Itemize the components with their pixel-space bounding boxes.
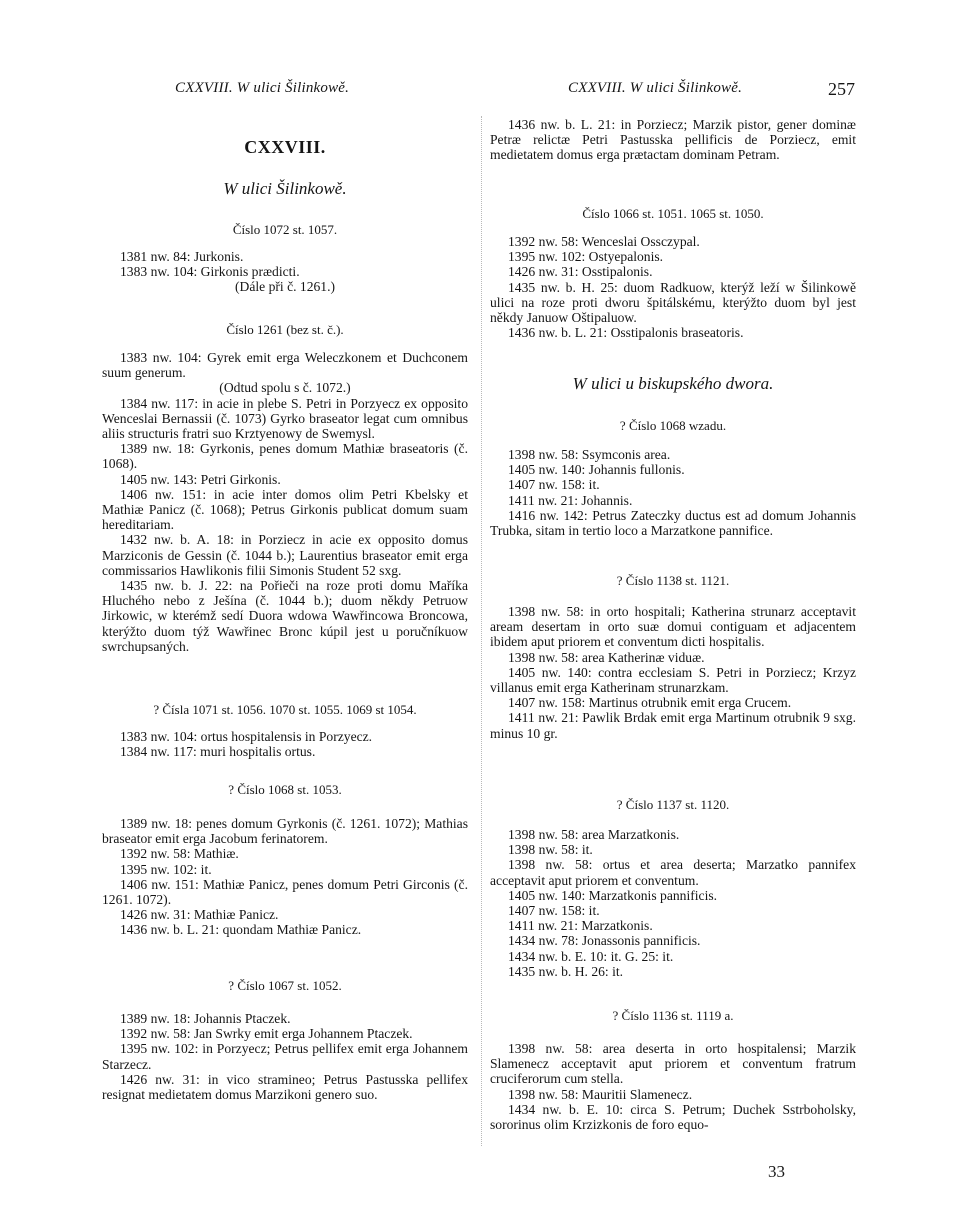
section-heading: ? Číslo 1136 st. 1119 a. [612, 1008, 734, 1023]
entry-line: 1389 nw. 18: Johannis Ptaczek. [120, 1011, 291, 1026]
section-entries [490, 234, 856, 340]
entry-line: 1398 nw. 58: in orto hospitali; Katherina strunarz acceptavit aream desertam in orto suæ domui contiguam et adjacentem ibidem aput priorem et conventum dicti hospitalis. [490, 604, 856, 650]
entry-line: 1407 nw. 158: Martinus otrubnik emit erga Crucem. [508, 695, 792, 711]
entry-line: 1407 nw. 158: it. [508, 903, 600, 919]
entry-line: 1395 nw. 102: Ostyepalonis. [508, 249, 664, 265]
section-heading: Číslo 1066 st. 1051. 1065 st. 1050. [582, 206, 764, 221]
entry-line: 1384 nw. 117: in acie in plebe S. Petri in Porzyecz ex opposito Wenceslai Bernassii (č. 1073) Gyrko braseator legat cum omnibus aliis structuris fratri suo Krztyenowy de Swemysl. [102, 395, 468, 442]
section-heading: ? Číslo 1137 st. 1120. [616, 797, 730, 812]
entry-line: (Dále při č. 1261.) [234, 279, 336, 295]
section-entries [490, 1041, 856, 1132]
entry-line: 1381 nw. 84: Jurkonis. [120, 249, 244, 264]
column-divider [481, 116, 482, 1146]
entry-line: (Odtud spolu s č. 1072.) [219, 380, 351, 396]
entry-line: 1405 nw. 140: Marzatkonis pannificis. [508, 887, 718, 903]
section-entries [490, 827, 856, 979]
section-heading: ? Číslo 1138 st. 1121. [616, 573, 730, 588]
section-heading: ? Číslo 1068 st. 1053. [228, 782, 342, 797]
section-entries [490, 604, 856, 741]
entry-line: 1405 nw. 140: contra ecclesiam S. Petri in Porziecz; Krzyz villanus emit erga Katherinam strunarzkam. [490, 664, 856, 696]
page-number: 257 [828, 79, 855, 99]
entry-line: 1434 nw. 78: Jonassonis pannificis. [508, 933, 701, 949]
section-entries [490, 447, 856, 538]
chapter-title: CXXVIII. [244, 137, 326, 157]
entry-line: 1434 nw. b. E. 10: it. G. 25: it. [508, 948, 674, 964]
entry-line: 1389 nw. 18: Gyrkonis, penes domum Mathiæ braseatoris (č. 1068). [102, 441, 468, 472]
entry-line: 1436 nw. b. L. 21: quondam Mathiæ Panicz. [120, 922, 362, 938]
entry-line: 1434 nw. b. E. 10: circa S. Petrum; Duchek Sstrboholsky, sororinus olim Krzizkonis de foro equo- [490, 1101, 856, 1133]
entry-line: 1405 nw. 140: Johannis fullonis. [508, 462, 685, 478]
entry-line: 1426 nw. 31: in vico stramineo; Petrus Pastusska pellifex resignat medietatem domus Marzikoni genero suo. [102, 1071, 468, 1103]
running-head-left: CXXVIII. W ulici Šilinkowě. [175, 80, 350, 96]
entry-line: 1398 nw. 58: ortus et area deserta; Marzatko pannifex acceptavit aput priorem et conventum. [490, 857, 856, 888]
entry-line: 1383 nw. 104: ortus hospitalensis in Porzyecz. [120, 729, 373, 744]
entry-line: 1436 nw. b. L. 21: Osstipalonis braseatoris. [508, 325, 744, 341]
section-entries [102, 350, 468, 654]
section-heading: ? Čísla 1071 st. 1056. 1070 st. 1055. 1069 st 1054. [153, 702, 417, 717]
entry-line: 1383 nw. 104: Gyrek emit erga Weleczkonem et Duchconem suum generum. [102, 350, 468, 381]
entry-line: 1411 nw. 21: Marzatkonis. [508, 918, 653, 934]
entry-line: 1435 nw. b. H. 26: it. [508, 963, 624, 979]
entry-line: 1398 nw. 58: Ssymconis area. [508, 447, 671, 462]
entry-line: 1426 nw. 31: Mathiæ Panicz. [120, 907, 279, 923]
section-heading: Číslo 1261 (bez st. č.). [226, 322, 344, 337]
entry-line: 1407 nw. 158: it. [508, 477, 600, 493]
section-heading: ? Číslo 1068 wzadu. [619, 418, 727, 433]
entry-line: 1416 nw. 142: Petrus Zateczky ductus est ad domum Johannis Trubka, sitam in tertio loco a Marzatkone pannifice. [490, 507, 856, 539]
entry-line: 1383 nw. 104: Girkonis prædicti. [120, 264, 300, 280]
street-title: W ulici u biskupského dwora. [572, 374, 774, 393]
entry-line: 1398 nw. 58: area deserta in orto hospitalensi; Marzik Slamenecz acceptavit aput priorem et conventum fratrum cruciferorum cum stella. [490, 1041, 856, 1087]
section-entries [102, 729, 468, 759]
street-title: W ulici Šilinkowě. [223, 179, 347, 198]
entry-line: 1398 nw. 58: area Marzatkonis. [508, 827, 680, 842]
entry-line: 1406 nw. 151: in acie inter domos olim Petri Kbelsky et Mathiæ Panicz (č. 1068); Petrus Girkonis publicat domum suam hereditariam. [102, 486, 468, 533]
entry-line: 1436 nw. b. L. 21: in Porziecz; Marzik pistor, gener dominæ Petræ relictæ Petri Pastusska pellificis de Porziecz, emit medietatem domus erga prætactam dominam Petram. [490, 117, 856, 163]
entry-line: 1392 nw. 58: Jan Swrky emit erga Johannem Ptaczek. [120, 1026, 413, 1042]
running-head-right: CXXVIII. W ulici Šilinkowě. [568, 80, 743, 96]
section-entries [102, 1011, 468, 1102]
entry-line: 1398 nw. 58: it. [508, 842, 593, 858]
entry-line: 1435 nw. b. H. 25: duom Radkuow, kterýž leží w Šilinkowě ulici na roze proti dworu špitálskému, kterýžto duom byl jest někdy Januow Oštipaluow. [490, 279, 856, 326]
section-heading: ? Číslo 1067 st. 1052. [228, 978, 342, 993]
entry-line: 1395 nw. 102: it. [120, 861, 212, 877]
entry-line: 1411 nw. 21: Johannis. [508, 492, 633, 508]
entry-line: 1398 nw. 58: area Katherinæ viduæ. [508, 649, 705, 665]
section-heading: Číslo 1072 st. 1057. [232, 222, 338, 237]
section-entries [102, 249, 468, 295]
entry-line: 1392 nw. 58: Mathiæ. [120, 846, 239, 862]
entry-line: 1395 nw. 102: in Porzyecz; Petrus pellifex emit erga Johannem Starzecz. [102, 1041, 468, 1072]
entry-line: 1389 nw. 18: penes domum Gyrkonis (č. 1261. 1072); Mathias braseator emit erga Jacobum ferinatorem. [102, 816, 468, 847]
entry-line: 1384 nw. 117: muri hospitalis ortus. [120, 744, 316, 760]
entry-line: 1392 nw. 58: Wenceslai Ossczypal. [508, 234, 700, 249]
signature-mark: 33 [768, 1162, 785, 1181]
entry-line: 1406 nw. 151: Mathiæ Panicz, penes domum Petri Girconis (č. 1261. 1072). [102, 876, 468, 908]
entry-line: 1432 nw. b. A. 18: in Porziecz in acie ex opposito domus Marziconis de Gessin (č. 1044 b.); Laurentius braseator emit erga commissarios Hawlikonis filii Simonis Student 52 sxg. [102, 532, 468, 578]
entry-line: 1411 nw. 21: Pawlik Brdak emit erga Martinum otrubnik 9 sxg. minus 10 gr. [490, 710, 856, 741]
section-entries [102, 816, 468, 938]
section-entries [490, 117, 856, 163]
entry-line: 1405 nw. 143: Petri Girkonis. [120, 471, 281, 487]
entry-line: 1426 nw. 31: Osstipalonis. [508, 264, 653, 280]
entry-line: 1435 nw. b. J. 22: na Pořieči na roze proti domu Maříka Hluchého nebo z Ješína (č. 1044 b.); duom někdy Petruow Jirkowic, w kterémž sedí Duora wdowa Wawřincowa Broncowa, kterýžto duom týž Wawřinec Bronc kúpil jest u poručníkuow swrchupsaných. [102, 578, 468, 654]
entry-line: 1398 nw. 58: Mauritii Slamenecz. [508, 1086, 693, 1102]
